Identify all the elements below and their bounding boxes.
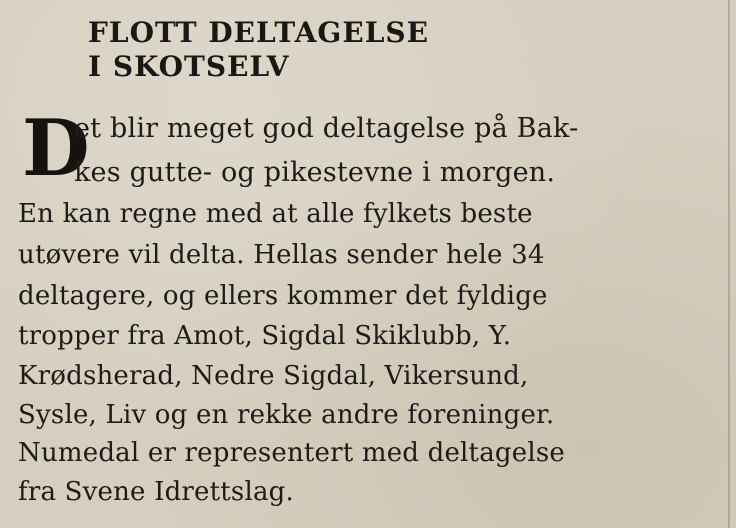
body-line-3: En kan regne med at alle fylkets beste [18,199,533,229]
body-line-9: Numedal er representert med deltagelse [18,438,565,468]
body-line-6: tropper fra Amot, Sigdal Skiklubb, Y. [18,321,512,351]
column-rule [728,0,730,528]
body-line-7: Krødsherad, Nedre Sigdal, Vikersund, [18,361,529,391]
headline-line-2: I SKOTSELV [88,50,290,83]
body-line-2: kes gutte- og pikestevne i morgen. [74,157,556,188]
headline-line-1: FLOTT DELTAGELSE [88,16,429,49]
body-line-8: Sysle, Liv og en rekke andre foreninger. [18,400,555,430]
headline [88,16,429,84]
body-line-5: deltagere, og ellers kommer det fyldige [18,281,548,311]
body-line-10: fra Svene Idrettslag. [18,477,294,507]
body-line-1: et blir meget god deltagelse på Bak- [74,113,579,144]
body-line-4: utøvere vil delta. Hellas sender hele 34 [18,240,545,270]
drop-cap: D [22,103,90,194]
